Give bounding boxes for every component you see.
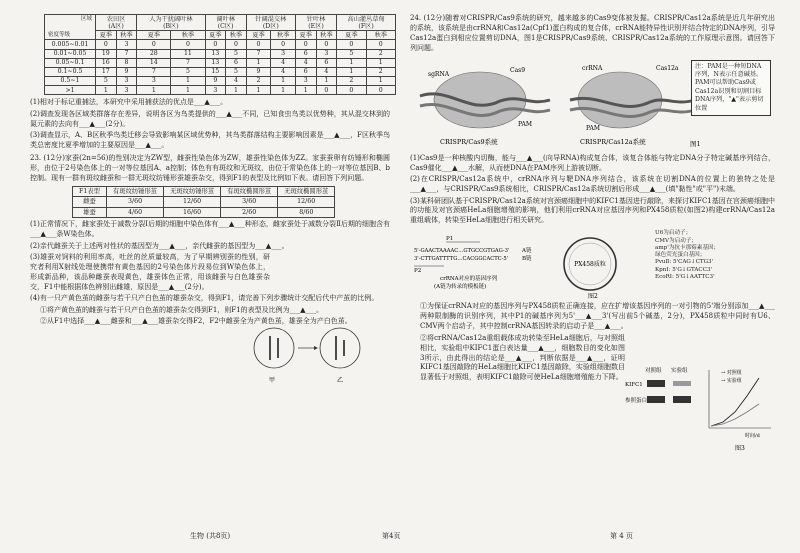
table-cell: 15 [205, 67, 226, 76]
table-cell: 5 [337, 49, 366, 58]
f1-phenotype-table: F1表型 有斑纹纺锤形茧 无斑纹纺锤形茧 有斑纹椭圆形茧 无斑纹椭圆形茧 雌蚕 3/60 12/60 3/60 12/60 雄蚕 4/60 16/60 2/60 8/60 [72, 186, 335, 219]
q23-item: (3)雄蚕对饲料的利用率高，吐丝的丝质量较高，为了早期辨别蚕的性别，研究者利用X射线处理使携带有黄色基因的2号染色体片段易位到W染色体上，形成新品种，该品种雌蚕表现黄色，雄蚕体色正常，用该雌蚕与白色雄蚕杂交，F1中能根据体色辨别出雌雄，原因是___▲___(2分)。 [30, 253, 270, 291]
table-cell: 1 [366, 58, 395, 67]
table-corner: 区域 密度等级 [45, 15, 96, 40]
table-cell: 1 [337, 58, 366, 67]
table-cell: 16 [96, 58, 117, 67]
seq-caption: crRNA对应的基因序列 [440, 276, 498, 283]
table-cell: 0 [171, 40, 205, 49]
season-header: 秋季 [316, 31, 337, 40]
q24-sub-section [410, 302, 775, 453]
left-column [30, 14, 390, 329]
exp-label: 实验组 [671, 368, 688, 375]
footer-right: 第 4 页 [610, 532, 633, 540]
table-cell: 28 [137, 49, 171, 58]
table-cell: 3 [316, 49, 337, 58]
season-header: 秋季 [171, 31, 205, 40]
season-header: 夏季 [96, 31, 117, 40]
density-level: 0.01~0.05 [45, 49, 96, 58]
table-row [45, 67, 396, 76]
season-header: 秋季 [271, 31, 296, 40]
x-axis-label: 时间/d [745, 433, 760, 440]
table-cell: 4 [271, 67, 296, 76]
table-cell: 1 [96, 86, 117, 95]
table-cell: 6 [316, 58, 337, 67]
figure-1 [410, 56, 775, 152]
table-cell: 1 [246, 58, 271, 67]
kifc1-label: KIFC1 [625, 382, 643, 389]
table-cell: 9 [205, 76, 226, 85]
table-cell: 1 [246, 86, 271, 95]
seq-caption-2: (A链为转录的模板链) [434, 284, 487, 291]
q23-item: (4)有一只产黄色茧的雌蚕与若干只产白色茧的雄蚕杂交，得到F1，请完善下列步骤统计交配后代中产茧的比例。 [30, 294, 379, 303]
footer-center: 第4页 [382, 532, 401, 540]
q24-head: 24. (12分)随着对CRISPR/Cas9系统的研究，越来越多的Cas9变体被发掘。CRISPR/Cas12a系统是近几年研究出的系统，该系统是由crRNA和Cas12a(Cpf1)蛋白构成的复合体，crRNA能特异性识别并结合特定的DNA序列，引导Cas12a蛋白到相应位置剪切DNA，图1是CRISPR/Cas9系统、CRISPR/Cas12a系统的工作原理示意图。请回答下列问题。 [410, 14, 775, 52]
season-header: 夏季 [246, 31, 271, 40]
q23-item: (1)正常情况下，雌家蚕处于减数分裂Ⅰ后期的细胞中染色体有___▲___种形态，雌家蚕处于减数分裂Ⅱ后期的细胞含有___▲___条W染色体。 [30, 220, 390, 239]
seq-a: 5'-GAACTAAAAC…GTGCCGTGAG-3' [414, 248, 510, 255]
western-and-growth-chart [625, 364, 775, 454]
circle-label-a: 甲 [268, 377, 276, 384]
caption-cas9: CRISPR/Cas9系统 [440, 137, 498, 146]
right-column [410, 14, 775, 453]
table-cell: 4 [316, 67, 337, 76]
density-level: 0.005~0.01 [45, 40, 96, 49]
table-cell: 0 [246, 40, 271, 49]
bird-density-table [44, 14, 396, 95]
table-cell: 0 [226, 40, 247, 49]
table-cell: 3 [116, 76, 137, 85]
legend-exp: → 实验组 [721, 378, 742, 385]
table-row [45, 49, 396, 58]
density-level: 0.1~0.5 [45, 67, 96, 76]
region-header: 高山灌丛草甸 (F区) [337, 15, 396, 31]
table-cell: 2 [366, 49, 395, 58]
density-level: 0.05~0.1 [45, 58, 96, 67]
table-cell: 0 [271, 40, 296, 49]
sgrna-label: sgRNA [428, 70, 450, 78]
table-cell: 1 [226, 86, 247, 95]
q22-item: (3)调查显示，A、B区秋季鸟类迁移会导致影响某区域优势种，其鸟类群落结构主要影响因素是___▲___，F区秋季鸟类总密度比夏季增加的主要原因是___▲___。 [30, 130, 390, 149]
table-row [45, 40, 396, 49]
cas9-label: Cas9 [510, 66, 526, 74]
table-cell: 9 [246, 67, 271, 76]
season-header: 秋季 [366, 31, 395, 40]
table-cell: 11 [171, 49, 205, 58]
season-header: 秋季 [226, 31, 247, 40]
table-cell: 1 [171, 76, 205, 85]
density-level: 0.5~1 [45, 76, 96, 85]
ctrl-label: 对照组 [645, 368, 662, 375]
region-header: 阔叶林 (C区) [205, 15, 246, 31]
season-header: 夏季 [137, 31, 171, 40]
figure-3 [625, 364, 775, 454]
table-cell: 2 [246, 76, 271, 85]
pam-label-right: PAM [586, 124, 600, 132]
chromosome-figure [252, 320, 362, 386]
seq-b: 3'-CTTGATTTTG…CACGGCACTC-5' [414, 256, 509, 263]
table-cell: 4 [271, 58, 296, 67]
table-cell: 13 [205, 49, 226, 58]
ref-label: 参照蛋白 [625, 398, 648, 405]
table-cell: 7 [137, 67, 171, 76]
table-cell: 1 [337, 67, 366, 76]
plasmid-notes: U6为启动子； CMV为启动子； amp'为抗卡那霉素基因； 绿色荧光蛋白基因； PvuⅡ: 5'CAG↓CTG3' KpnⅠ: 5'G↓GTACC3' EcoRⅠ: 5'G↓AATTC3' [655, 230, 720, 280]
table-cell: 1 [366, 76, 395, 85]
q22-item: (1)相对于标记重捕法，本研究中采用捕获法的优点是___▲___。 [30, 98, 228, 107]
table-cell: 0 [96, 40, 117, 49]
table-cell: 1 [137, 86, 171, 95]
pam-label-left: PAM [518, 120, 532, 128]
q24-sub-item: ①为保证crRNA对应的基因序列与PX458质粒正确连接，应在扩增该基因序列的一对引物的5'端分别添加___▲___两种限制酶的识别序列，其中P1的碱基序列为5'___▲___3'(写出前5个碱基，2分)，PX458质粒中同时有U6、CMV两个启动子，其中控制crRNA基因转录的启动子是___▲___。 [420, 302, 775, 331]
fig2-title: 图2 [588, 293, 598, 301]
region-header: 针阔混交林 (D区) [246, 15, 295, 31]
table-cell: 1 [171, 86, 205, 95]
table-cell: 7 [171, 58, 205, 67]
table-cell: 17 [96, 67, 117, 76]
table-cell: 3 [137, 76, 171, 85]
crispr-diagram [410, 56, 700, 152]
chain-b-label: B链 [522, 256, 532, 263]
table-cell: 4 [226, 76, 247, 85]
plasmid-label: PX458质粒 [574, 261, 606, 269]
table-cell: 0 [205, 40, 226, 49]
table-cell: 3 [205, 86, 226, 95]
q23-head: 23. (12分)家蚕(2n=56)的性别决定为ZW型，雌蚕性染色体为ZW，雄蚕性染色体为ZZ。家蚕蚕卵有纺锤形和椭圆形，由位于2号染色体上的一对等位基因A、a控制；体色有有斑纹和无斑纹，由位于常染色体上的一对等位基因B、b控制。现有一群有斑纹雌蚕和一群无斑纹纺锤形蚕雄蚕杂交，得到F1的表型及比例如下表。请回答下列问题。 [30, 153, 390, 182]
table-row [45, 76, 396, 85]
table-cell: 0 [295, 40, 316, 49]
region-header: 农田区 (A区) [96, 15, 137, 31]
table-cell: 6 [226, 58, 247, 67]
primer-p2-label: P2 [414, 268, 422, 275]
pam-note-box: 注：PAM是一种短DNA序列，N表示任意碱基。PAM可以帮助Cas9或Cas12a识别和切割目标DNA序列，"▲"表示剪切位置 [691, 60, 771, 116]
density-level: >1 [45, 86, 96, 95]
table-cell: 5 [171, 67, 205, 76]
circle-label-b: 乙 [336, 377, 344, 384]
chain-a-label: A链 [522, 248, 532, 255]
table-cell: 2 [366, 67, 395, 76]
season-header: 秋季 [116, 31, 137, 40]
table-cell: 6 [295, 49, 316, 58]
primer-p1-label: P1 [446, 236, 454, 243]
footer-left: 生物 (共8页) [190, 532, 231, 540]
table-cell: 0 [316, 40, 337, 49]
table-cell: 14 [137, 58, 171, 67]
season-header-row [45, 31, 396, 40]
table-cell: 6 [295, 67, 316, 76]
fig3-title: 图3 [735, 445, 745, 453]
season-header: 夏季 [205, 31, 226, 40]
table-row [45, 58, 396, 67]
region-header: 针叶林 (E区) [295, 15, 336, 31]
region-header: 人为干扰阔叶林 (B区) [137, 15, 205, 31]
table-cell: 1 [271, 86, 296, 95]
table-row [45, 86, 396, 95]
table-cell: 3 [271, 49, 296, 58]
table-cell: 5 [226, 67, 247, 76]
table-cell: 4 [295, 58, 316, 67]
q23-sub-item: ①将产黄色茧的雌蚕与若干只产白色茧的雄蚕杂交得到F1，则F1的表型及比例为___▲___。 [40, 305, 324, 314]
table-cell: 3 [116, 40, 137, 49]
season-header: 夏季 [337, 31, 366, 40]
q24-item: (2)在CRISPR/Cas12a系统中，crRNA序列与靶DNA序列结合，该系统在切割DNA的位置上的独特之处是___▲___，与CRISPR/Cas9系统相比，CRISPR/Cas12a系统切割后形成___▲___(填"黏性"或"平")末端。 [410, 175, 775, 194]
q22-item: (2)调查发现各区域类群落存在差异，说明各区为鸟类提供的___▲___不同，已知食虫鸟类以优势种，其从混交林到的氮元素的去向有___▲___(2分)。 [30, 109, 390, 128]
table-cell: 0 [337, 86, 366, 95]
fig1-title: 图1 [690, 139, 700, 148]
table-cell: 1 [271, 76, 296, 85]
table-cell: 1 [295, 86, 316, 95]
table-cell: 19 [96, 49, 117, 58]
crrna-label: crRNA [582, 64, 603, 72]
table-cell: 8 [116, 58, 137, 67]
q23-item: (2)亲代雌蚕关于上述两对性状的基因型为___▲___，亲代雌蚕的基因型为___▲___。 [30, 241, 289, 250]
season-header: 夏季 [295, 31, 316, 40]
table-cell: 7 [246, 49, 271, 58]
table-cell: 5 [96, 76, 117, 85]
table-cell: 0 [366, 40, 395, 49]
q24-item: (1)Cas9是一种核酸内切酶，能与___▲___(向导RNA)构成复合体，该复合体能与特定DNA分子特定碱基序列结合，Cas9催化___▲___水解，从而使DNA在PAM序列上游被切断。 [410, 153, 775, 172]
caption-cas12a: CRISPR/Cas12a系统 [580, 137, 646, 146]
table-cell: 5 [226, 49, 247, 58]
legend-ctrl: → 对照组 [721, 370, 742, 377]
cas12a-label: Cas12a [656, 64, 679, 72]
q24-sub-item: ②将crRNA/Cas12a重组载体成功转染至HeLa细胞后，与对照组相比，实验组中KIFC1蛋白表达量___▲___，细胞数目的变化如图3所示，由此得出的结论是___▲___，判断依据是___▲___，证明KIFC1基因敲除的HeLa细胞比KIFC1基因敲除，实验组细胞数目显著低于对照组，表明KIFC1敲除可使HeLa细胞增殖能力下降。 [420, 333, 625, 382]
table-cell: 7 [116, 49, 137, 58]
table-cell: 0 [316, 86, 337, 95]
table-cell: 0 [366, 86, 395, 95]
q23-sub-item: ②从F1中选择___▲___雌蚕和___▲___雄蚕杂交得F2，F2中雌蚕全为产黄色茧，雄蚕全为产白色茧。 [40, 317, 352, 326]
table-cell: 13 [205, 58, 226, 67]
table-cell: 1 [316, 76, 337, 85]
table-cell: 3 [295, 76, 316, 85]
table-cell: 0 [137, 40, 171, 49]
table-cell: 2 [337, 76, 366, 85]
table-cell: 9 [116, 67, 137, 76]
table-cell: 3 [116, 86, 137, 95]
figure-2 [410, 228, 775, 300]
q24-item: (3)某科研团队基于CRISPR/Cas12a系统对宫颈癌细胞中的KIFC1基因进行敲除，来探讨KIFC1基因在宫颈癌细胞中的功能及对宫颈癌HeLa细胞增殖的影响，他们利用crRNA对应基因序列和PX458质粒(如图2)构建crRNA/Cas12a重组载体，转染至HeLa细胞进行相关研究。 [410, 196, 775, 225]
table-cell: 0 [337, 40, 366, 49]
